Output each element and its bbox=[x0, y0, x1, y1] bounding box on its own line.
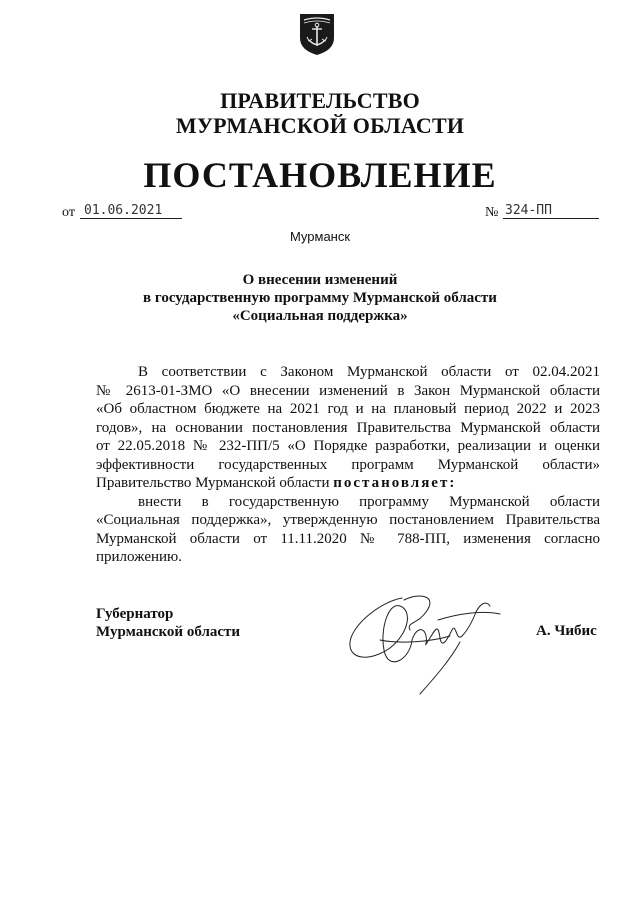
date-label: от bbox=[62, 205, 75, 220]
body-line: внести в государственную программу Мурманской области bbox=[138, 493, 600, 510]
document-number: 324-ПП bbox=[503, 203, 599, 219]
signer-position bbox=[96, 605, 240, 641]
body-line-resolution bbox=[96, 474, 600, 493]
number-label: № bbox=[485, 205, 499, 220]
handwritten-signature bbox=[340, 580, 510, 700]
body-line: приложению. bbox=[96, 549, 183, 565]
subject-line2: в государственную программу Мурманской области bbox=[143, 290, 497, 306]
body-line: годов», на основании постановления Правительства Мурманской области bbox=[96, 419, 600, 436]
subject-line3: «Социальная поддержка» bbox=[232, 308, 408, 324]
signer-name: А. Чибис bbox=[536, 623, 597, 639]
position-line2: Мурманской области bbox=[96, 624, 241, 640]
subject-line1: О внесении изменений bbox=[242, 272, 398, 288]
body-line: Правительство Мурманской области bbox=[96, 475, 330, 491]
position-line1: Губернатор bbox=[96, 606, 174, 622]
document-type: ПОСТАНОВЛЕНИЕ bbox=[143, 155, 497, 195]
body-line: Мурманской области от 11.11.2020 № 788-ПП, изменения согласно bbox=[96, 530, 600, 547]
city: Мурманск bbox=[289, 229, 351, 244]
body-line: эффективности государственных программ Мурманской области» bbox=[96, 456, 600, 473]
body-line: «Социальная поддержка», утвержденную постановлением Правительства bbox=[96, 512, 600, 528]
org-title-line1: ПРАВИТЕЛЬСТВО bbox=[220, 88, 420, 113]
murmansk-coat-of-arms-icon bbox=[297, 8, 337, 56]
document-body bbox=[96, 363, 600, 567]
body-line: № 2613-01-ЗМО «О внесении изменений в Закон Мурманской области bbox=[96, 382, 600, 399]
resolution-keyword: постановляет: bbox=[333, 475, 457, 491]
body-line: В соответствии с Законом Мурманской области от 02.04.2021 bbox=[138, 364, 600, 380]
document-date: 01.06.2021 bbox=[80, 203, 182, 219]
body-line: «Об областном бюджете на 2021 год и на плановый период 2022 и 2023 bbox=[96, 401, 600, 417]
body-line: от 22.05.2018 № 232-ПП/5 «О Порядке разработки, реализации и оценки bbox=[96, 438, 600, 454]
org-title-line2: МУРМАНСКОЙ ОБЛАСТИ bbox=[175, 113, 465, 138]
